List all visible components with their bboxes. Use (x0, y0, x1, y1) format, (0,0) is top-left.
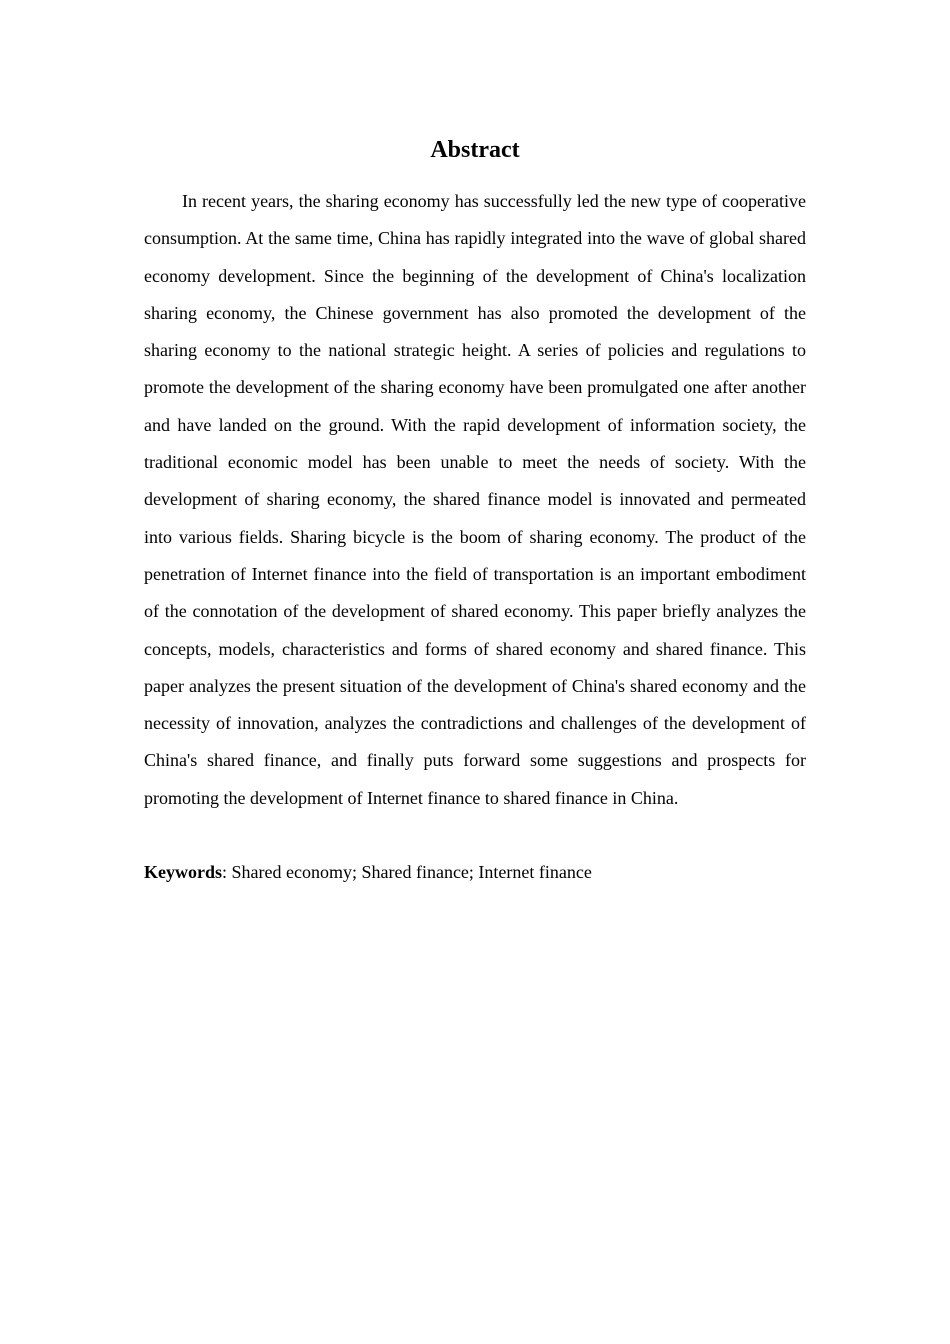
keywords-line (144, 855, 806, 889)
abstract-title: Abstract (430, 137, 520, 163)
abstract-body: In recent years, the sharing economy has successfully led the new type of cooperative consumption. At the same time, China has rapidly integrated into the wave of global shared economy development. Since the beginning of the development of China's localization sharing economy, the Chinese government has also promoted the development of the sharing economy to the national strategic height. A series of policies and regulations to promote the development of the sharing economy have been promulgated one after another and have landed on the ground. With the rapid development of information society, the traditional economic model has been unable to meet the needs of society. With the development of sharing economy, the shared finance model is innovated and permeated into various fields. Sharing bicycle is the boom of sharing economy. The product of the penetration of Internet finance into the field of transportation is an important embodiment of the connotation of the development of shared economy. This paper briefly analyzes the concepts, models, characteristics and forms of shared economy and shared finance. This paper analyzes the present situation of the development of China's shared economy and the necessity of innovation, analyzes the contradictions and challenges of the development of China's shared finance, and finally puts forward some suggestions and prospects for promoting the development of Internet finance to shared finance in China. (144, 191, 806, 808)
keywords-label: Keywords (144, 862, 222, 882)
keywords-text: Shared economy; Shared finance; Internet finance (231, 862, 592, 882)
keywords-separator: : (222, 862, 232, 882)
